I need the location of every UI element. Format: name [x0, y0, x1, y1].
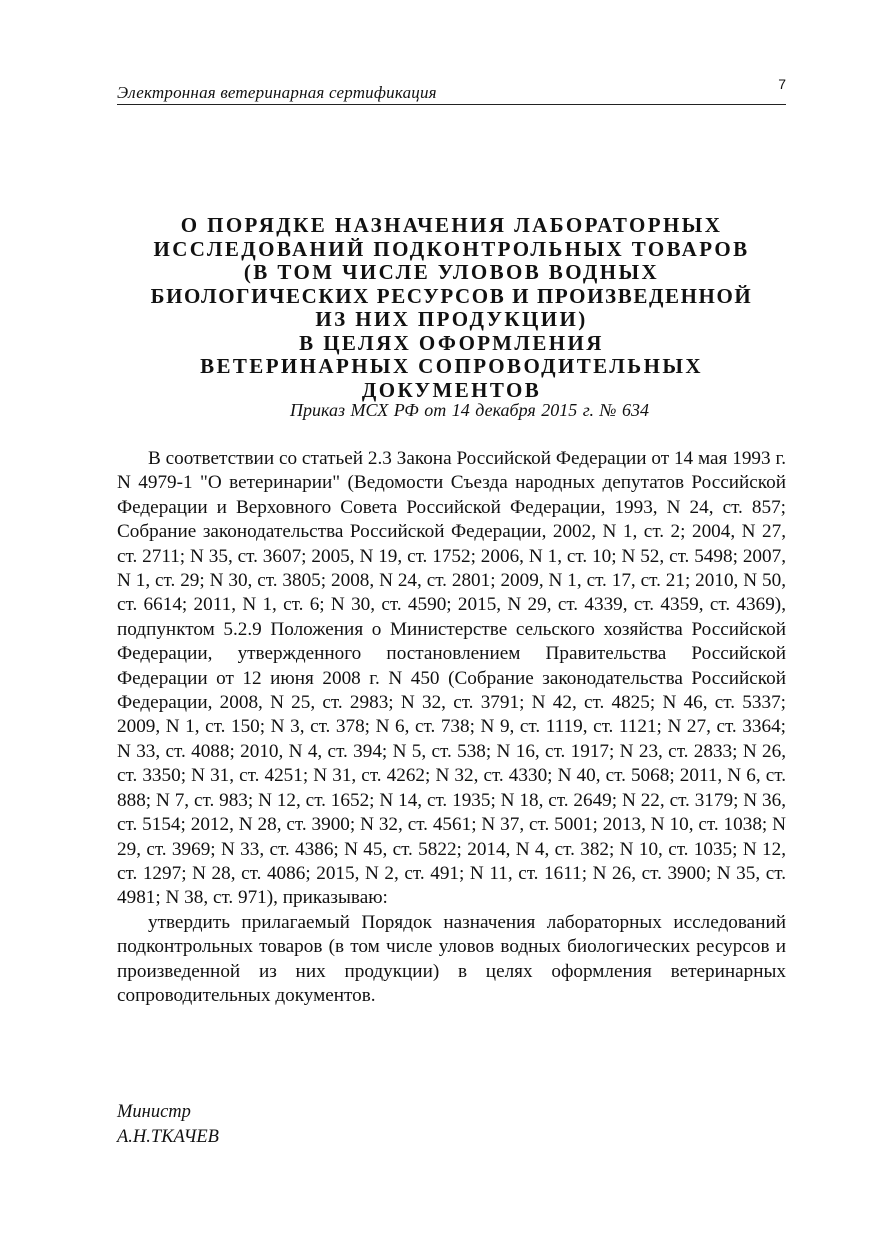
signature-block	[117, 1100, 219, 1149]
running-header	[117, 76, 786, 105]
document-title	[117, 214, 786, 402]
title-line: ИЗ НИХ ПРОДУКЦИИ)	[315, 307, 588, 331]
signatory-position: Министр	[117, 1102, 191, 1122]
document-body	[117, 447, 786, 1008]
title-line: (В ТОМ ЧИСЛЕ УЛОВОВ ВОДНЫХ	[243, 260, 660, 284]
order-reference: Приказ МСХ РФ от 14 декабря 2015 г. № 634	[290, 400, 649, 420]
title-line: ВЕТЕРИНАРНЫХ СОПРОВОДИТЕЛЬНЫХ	[200, 354, 703, 378]
body-paragraph: В соответствии со статьей 2.3 Закона Российской Федерации от 14 мая 1993 г. N 4979-1 "О ветеринарии" (Ведомости Съезда народных депутатов Российской Федерации и Верховного Совета Российской Федерации, 1993, N 24, ст. 857; Собрание законодательства Российской Федерации, 2002, N 1, ст. 2; 2004, N 27, ст. 2711; N 35, ст. 3607; 2005, N 19, ст. 1752; 2006, N 1, ст. 10; N 52, ст. 5498; 2007, N 1, ст. 29; N 30, ст. 3805; 2008, N 24, ст. 2801; 2009, N 1, ст. 17, ст. 21; 2010, N 50, ст. 6614; 2011, N 1, ст. 6; N 30, ст. 4590; 2015, N 29, ст. 4339, ст. 4359, ст. 4369), подпунктом 5.2.9 Положения о Министерстве сельского хозяйства Российской Федерации, утвержденного постановлением Правительства Российской Федерации от 12 июня 2008 г. N 450 (Собрание законодательства Российской Федерации, 2008, N 25, ст. 2983; N 32, ст. 3791; N 42, ст. 4825; N 46, ст. 5337; 2009, N 1, ст. 150; N 3, ст. 378; N 6, ст. 738; N 9, ст. 1119, ст. 1121; N 27, ст. 3364; N 33, ст. 4088; 2010, N 4, ст. 394; N 5, ст. 538; N 16, ст. 1917; N 23, ст. 2833; N 26, ст. 3350; N 31, ст. 4251; N 31, ст. 4262; N 32, ст. 4330; N 40, ст. 5068; 2011, N 6, ст. 888; N 7, ст. 983; N 12, ст. 1652; N 14, ст. 1935; N 18, ст. 2649; N 22, ст. 3179; N 36, ст. 5154; 2012, N 28, ст. 3900; N 32, ст. 4561; N 37, ст. 5001; 2013, N 10, ст. 1038; N 29, ст. 3969; N 33, ст. 4386; N 45, ст. 5822; 2014, N 4, ст. 382; N 10, ст. 1035; N 12, ст. 1297; N 28, ст. 4086; 2015, N 2, ст. 491; N 11, ст. 1611; N 26, ст. 3900; N 35, ст. 4981; N 38, ст. 971), приказываю:	[117, 448, 786, 909]
body-paragraph: утвердить прилагаемый Порядок назначения лабораторных исследований подконтрольных товаров (в том числе уловов водных биологических ресурсов и произведенной из них продукции) в целях оформления ветеринарных сопроводительных документов.	[117, 911, 786, 1006]
title-line: БИОЛОГИЧЕСКИХ РЕСУРСОВ И ПРОИЗВЕДЕННОЙ	[150, 283, 753, 308]
title-line: В ЦЕЛЯХ ОФОРМЛЕНИЯ	[299, 330, 604, 355]
title-line: ИССЛЕДОВАНИЙ ПОДКОНТРОЛЬНЫХ ТОВАРОВ	[153, 236, 750, 261]
title-line: О ПОРЯДКЕ НАЗНАЧЕНИЯ ЛАБОРАТОРНЫХ	[180, 213, 723, 237]
signatory-name: А.Н.ТКАЧЕВ	[117, 1126, 219, 1147]
title-line: ДОКУМЕНТОВ	[361, 377, 542, 402]
page-number: 7	[778, 76, 786, 92]
running-title: Электронная ветеринарная сертификация	[117, 83, 437, 102]
